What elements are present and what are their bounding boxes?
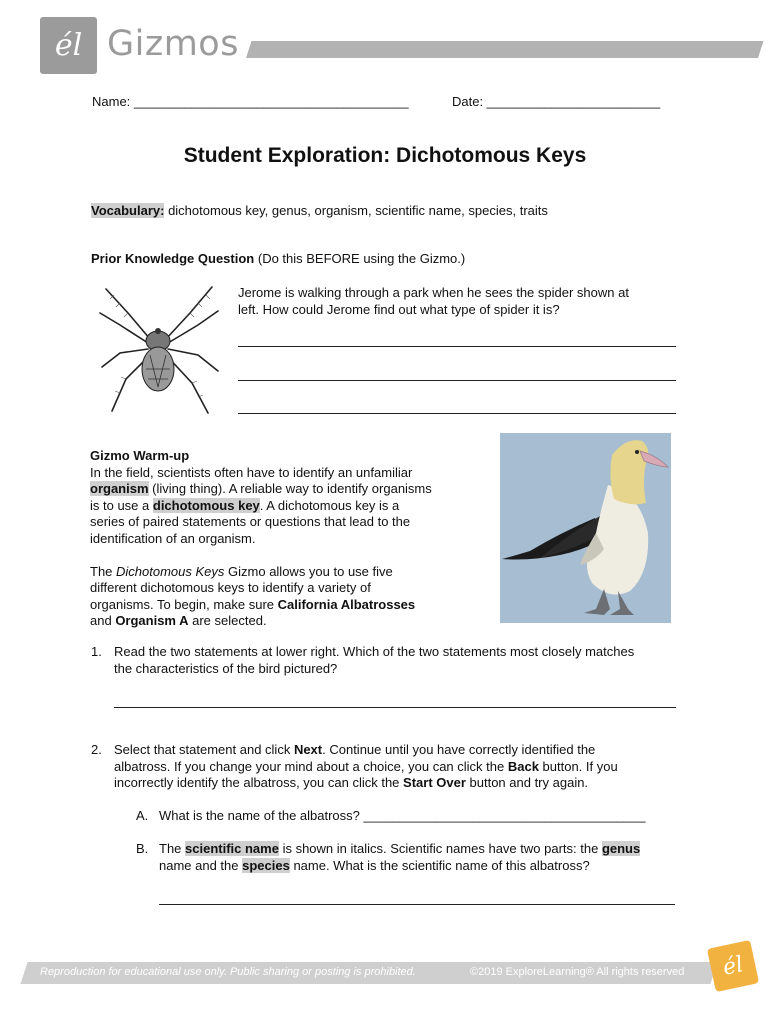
footer-disclaimer: Reproduction for educational use only. Public sharing or posting is prohibited. — [40, 966, 416, 978]
q1-number: 1. — [91, 644, 102, 659]
warmup-text: organisms. To begin, make sure — [90, 596, 278, 612]
q1-text-line-2: the characteristics of the bird pictured? — [114, 661, 338, 676]
warmup-text: The — [90, 563, 117, 579]
term-species: species — [242, 857, 290, 873]
warmup-text — [90, 498, 470, 515]
warmup-text — [90, 564, 470, 581]
qB-text-segment: name and the — [159, 857, 243, 873]
term-dichotomous-key: dichotomous key — [152, 497, 260, 513]
back-button-ref: Back — [507, 758, 539, 774]
date-field-label: Date: ________________________ — [452, 94, 661, 109]
answer-line[interactable] — [159, 904, 675, 905]
warmup-heading: Gizmo Warm-up — [90, 448, 190, 463]
q2-text-segment: albatross. If you change your mind about a choice, you can click the — [114, 758, 508, 774]
vocabulary-label: Vocabulary: — [91, 203, 165, 218]
prior-knowledge-heading: Prior Knowledge Question — [91, 251, 255, 266]
qA-letter: A. — [136, 808, 149, 823]
q2-text-segment: . Continue until you have correctly identified the — [322, 742, 596, 757]
next-button-ref: Next — [293, 742, 323, 757]
q2-text-segment: incorrectly identify the albatross, you can click the — [114, 775, 404, 790]
brand-logo-icon: él — [54, 28, 83, 63]
q2-text-segment: button. If you — [538, 758, 618, 774]
term-genus: genus — [601, 841, 641, 856]
vocabulary-line — [91, 203, 548, 220]
albatross-image — [500, 433, 671, 623]
name-field-label: Name: ______________________________________ — [92, 94, 409, 109]
prior-question-line-1: Jerome is walking through a park when he sees the spider shown at — [238, 285, 629, 300]
footer-logo-icon: él — [707, 940, 759, 992]
qA-text: What is the name of the albatross? _______________________________________ — [159, 808, 646, 823]
prior-knowledge-heading-line — [91, 251, 465, 268]
qB-letter: B. — [136, 841, 149, 856]
warmup-text: and — [90, 613, 116, 628]
start-over-button-ref: Start Over — [403, 775, 466, 790]
qB-text-segment: The — [159, 841, 186, 856]
warmup-text: series of paired statements or questions that lead to the — [90, 514, 411, 529]
qB-text-segment: is shown in italics. Scientific names have two parts: the — [278, 841, 602, 856]
term-organism: organism — [90, 481, 149, 496]
q2-text — [114, 742, 684, 792]
warmup-section — [90, 448, 470, 630]
q2-text-segment: button and try again. — [465, 775, 589, 790]
answer-line[interactable] — [238, 413, 676, 414]
answer-line[interactable] — [238, 346, 676, 347]
q2-number: 2. — [91, 742, 102, 757]
answer-line[interactable] — [114, 707, 676, 708]
header-bar — [246, 41, 764, 58]
prior-question-line-2: left. How could Jerome find out what type of spider it is? — [238, 302, 560, 317]
term-scientific-name: scientific name — [185, 841, 279, 856]
warmup-text — [90, 597, 470, 614]
warmup-text: In the field, scientists often have to identify an unfamiliar — [90, 464, 413, 480]
vocabulary-terms: dichotomous key, genus, organism, scientific name, species, traits — [164, 203, 548, 218]
warmup-text: (living thing). A reliable way to identify organisms — [148, 481, 432, 496]
q2-text-segment: Select that statement and click — [114, 742, 294, 757]
q1-text-line-1: Read the two statements at lower right. Which of the two statements most closely matches — [114, 644, 635, 659]
warmup-text: is to use a — [90, 497, 153, 513]
setting-organism-a: Organism A — [115, 613, 189, 628]
warmup-text: . A dichotomous key is a — [259, 497, 400, 513]
spider-illustration — [98, 283, 222, 415]
warmup-text — [90, 613, 470, 630]
footer-copyright: ©2019 ExploreLearning® All rights reserved — [470, 966, 685, 978]
warmup-text: different dichotomous keys to identify a variety of — [90, 580, 371, 595]
warmup-text — [90, 481, 470, 498]
gizmo-name: Dichotomous Keys — [116, 563, 225, 579]
warmup-text: Gizmo allows you to use five — [224, 563, 393, 579]
answer-line[interactable] — [238, 380, 676, 381]
qB-text-segment: name. What is the scientific name of this albatross? — [289, 857, 590, 873]
setting-california-albatrosses: California Albatrosses — [277, 596, 416, 612]
prior-knowledge-note: (Do this BEFORE using the Gizmo.) — [254, 251, 466, 266]
warmup-text: identification of an organism. — [90, 530, 256, 546]
brand-name: Gizmos — [107, 24, 239, 64]
qB-text — [159, 841, 689, 874]
page-title: Student Exploration: Dichotomous Keys — [183, 144, 587, 167]
warmup-text: are selected. — [188, 613, 267, 628]
